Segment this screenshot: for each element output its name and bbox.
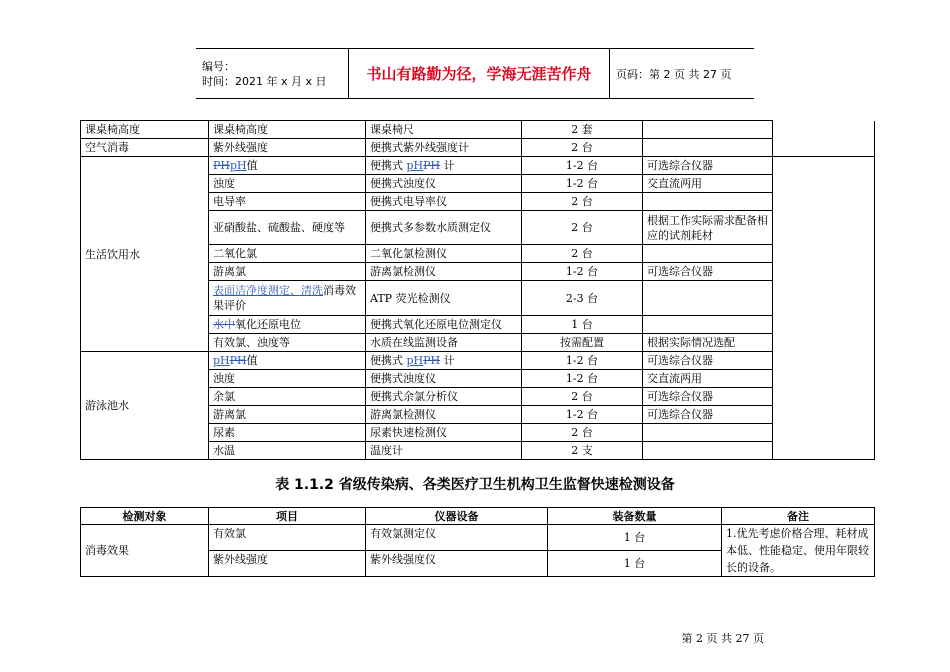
item-cell: 紫外线强度	[209, 139, 366, 157]
qty-cell: 2 台	[522, 139, 643, 157]
qty-cell: 2 台	[522, 193, 643, 211]
note-cell: 交直流两用	[643, 370, 773, 388]
qty-cell: 1 台	[548, 525, 722, 551]
note-cell	[643, 121, 773, 139]
note-cell: 根据实际情况选配	[643, 334, 773, 352]
blank-cell	[773, 121, 875, 157]
qty-cell: 1 台	[548, 551, 722, 577]
revised-text: pH	[406, 354, 424, 367]
note-cell: 可选综合仪器	[643, 388, 773, 406]
group-cell: 课桌椅高度	[81, 121, 209, 139]
device-cell: 尿素快速检测仪	[366, 424, 522, 442]
device-cell: 便携式电导率仪	[366, 193, 522, 211]
device-text: 计	[440, 159, 455, 172]
deleted-text: PH	[423, 354, 441, 367]
note-cell	[643, 281, 773, 316]
item-cell: 亚硝酸盐、硫酸盐、硬度等	[209, 211, 366, 245]
note-cell: 可选综合仪器	[643, 352, 773, 370]
device-cell: 二氧化氯检测仪	[366, 245, 522, 263]
qty-cell: 1-2 台	[522, 352, 643, 370]
item-text: 氧化还原电位	[235, 318, 301, 331]
device-cell: 紫外线强度仪	[366, 551, 548, 577]
item-cell: 水温	[209, 442, 366, 460]
qty-cell: 2 台	[522, 211, 643, 245]
group-cell: 游泳池水	[81, 352, 209, 460]
table-header-row	[81, 508, 875, 525]
device-cell	[366, 352, 522, 370]
header-meta	[196, 49, 349, 99]
device-cell: 游离氯检测仪	[366, 263, 522, 281]
qty-cell: 2 台	[522, 245, 643, 263]
item-cell: 有效氯、浊度等	[209, 334, 366, 352]
device-text: 便携式	[370, 159, 407, 172]
item-cell: 游离氯	[209, 263, 366, 281]
equipment-table-2	[80, 507, 875, 577]
document-time-label: 时间：2021 年 x 月 x 日	[202, 74, 327, 88]
page-footer: 第 2 页 共 27 页	[681, 632, 764, 645]
page-header	[196, 48, 754, 99]
column-header: 装备数量	[548, 508, 722, 525]
item-cell	[209, 316, 366, 334]
device-cell: 便携式浊度仪	[366, 370, 522, 388]
note-cell	[643, 316, 773, 334]
device-cell: 便携式余氯分析仪	[366, 388, 522, 406]
device-text: 便携式	[370, 354, 407, 367]
device-cell: 水质在线监测设备	[366, 334, 522, 352]
qty-cell: 2-3 台	[522, 281, 643, 316]
deleted-text: 水中	[213, 318, 235, 331]
group-cell: 生活饮用水	[81, 157, 209, 352]
note-cell	[643, 442, 773, 460]
note-cell	[643, 139, 773, 157]
qty-cell: 1-2 台	[522, 263, 643, 281]
qty-cell: 1 台	[522, 316, 643, 334]
qty-cell: 2 台	[522, 424, 643, 442]
column-header: 仪器设备	[366, 508, 548, 525]
table-row	[81, 121, 875, 139]
note-cell: 交直流两用	[643, 175, 773, 193]
item-text: 消毒效果评价	[213, 284, 356, 312]
note-cell: 1.优先考虑价格合理、耗材成本低、性能稳定、使用年限较长的设备。	[722, 525, 875, 577]
qty-cell: 2 台	[522, 388, 643, 406]
blank-cell	[773, 157, 875, 352]
device-cell: ATP 荧光检测仪	[366, 281, 522, 316]
qty-cell: 2 套	[522, 121, 643, 139]
device-text: 计	[440, 354, 455, 367]
table-row	[81, 139, 875, 157]
item-text: 值	[246, 159, 258, 172]
deleted-text: PH	[229, 354, 247, 367]
table-row	[81, 525, 875, 551]
equipment-table-1	[80, 120, 875, 460]
item-cell: 余氯	[209, 388, 366, 406]
revised-text: 表面洁净度测定、清洗	[213, 284, 323, 297]
item-cell	[209, 281, 366, 316]
group-cell: 消毒效果	[81, 525, 209, 577]
item-cell	[209, 157, 366, 175]
header-motto: 书山有路勤为径，学海无涯苦作舟	[349, 49, 610, 99]
device-cell	[366, 157, 522, 175]
item-cell: 紫外线强度	[209, 551, 366, 577]
device-cell: 游离氯检测仪	[366, 406, 522, 424]
note-cell	[643, 245, 773, 263]
table-row	[81, 157, 875, 175]
device-cell: 课桌椅尺	[366, 121, 522, 139]
revised-text: pH	[406, 159, 424, 172]
column-header: 备注	[722, 508, 875, 525]
device-cell: 温度计	[366, 442, 522, 460]
item-cell: 二氧化氯	[209, 245, 366, 263]
item-cell: 课桌椅高度	[209, 121, 366, 139]
item-cell	[209, 352, 366, 370]
note-cell: 可选综合仪器	[643, 263, 773, 281]
document-number-label: 编号：	[202, 59, 235, 73]
qty-cell: 1-2 台	[522, 370, 643, 388]
group-cell: 空气消毒	[81, 139, 209, 157]
column-header: 项目	[209, 508, 366, 525]
deleted-text: PH	[423, 159, 441, 172]
item-cell: 电导率	[209, 193, 366, 211]
deleted-text: PH	[213, 159, 230, 172]
qty-cell: 1-2 台	[522, 406, 643, 424]
device-cell: 便携式多参数水质测定仪	[366, 211, 522, 245]
note-cell: 可选综合仪器	[643, 406, 773, 424]
note-cell: 可选综合仪器	[643, 157, 773, 175]
column-header: 检测对象	[81, 508, 209, 525]
item-cell: 浊度	[209, 370, 366, 388]
header-page-label: 页码：第 2 页 共 27 页	[610, 49, 755, 99]
item-cell: 有效氯	[209, 525, 366, 551]
qty-cell: 1-2 台	[522, 157, 643, 175]
revised-text: pH	[213, 354, 230, 367]
table-row	[81, 352, 875, 370]
device-cell: 便携式紫外线强度计	[366, 139, 522, 157]
item-cell: 尿素	[209, 424, 366, 442]
qty-cell: 1-2 台	[522, 175, 643, 193]
note-cell	[643, 424, 773, 442]
blank-cell	[773, 352, 875, 460]
note-cell	[643, 193, 773, 211]
device-cell: 便携式氧化还原电位测定仪	[366, 316, 522, 334]
item-cell: 游离氯	[209, 406, 366, 424]
device-cell: 便携式浊度仪	[366, 175, 522, 193]
qty-cell: 按需配置	[522, 334, 643, 352]
revised-text: pH	[230, 159, 247, 172]
device-cell: 有效氯测定仪	[366, 525, 548, 551]
table-title: 表 1.1.2 省级传染病、各类医疗卫生机构卫生监督快速检测设备	[275, 477, 675, 493]
qty-cell: 2 支	[522, 442, 643, 460]
item-text: 值	[246, 354, 258, 367]
note-cell: 根据工作实际需求配备相应的试剂耗材	[643, 211, 773, 245]
item-cell: 浊度	[209, 175, 366, 193]
